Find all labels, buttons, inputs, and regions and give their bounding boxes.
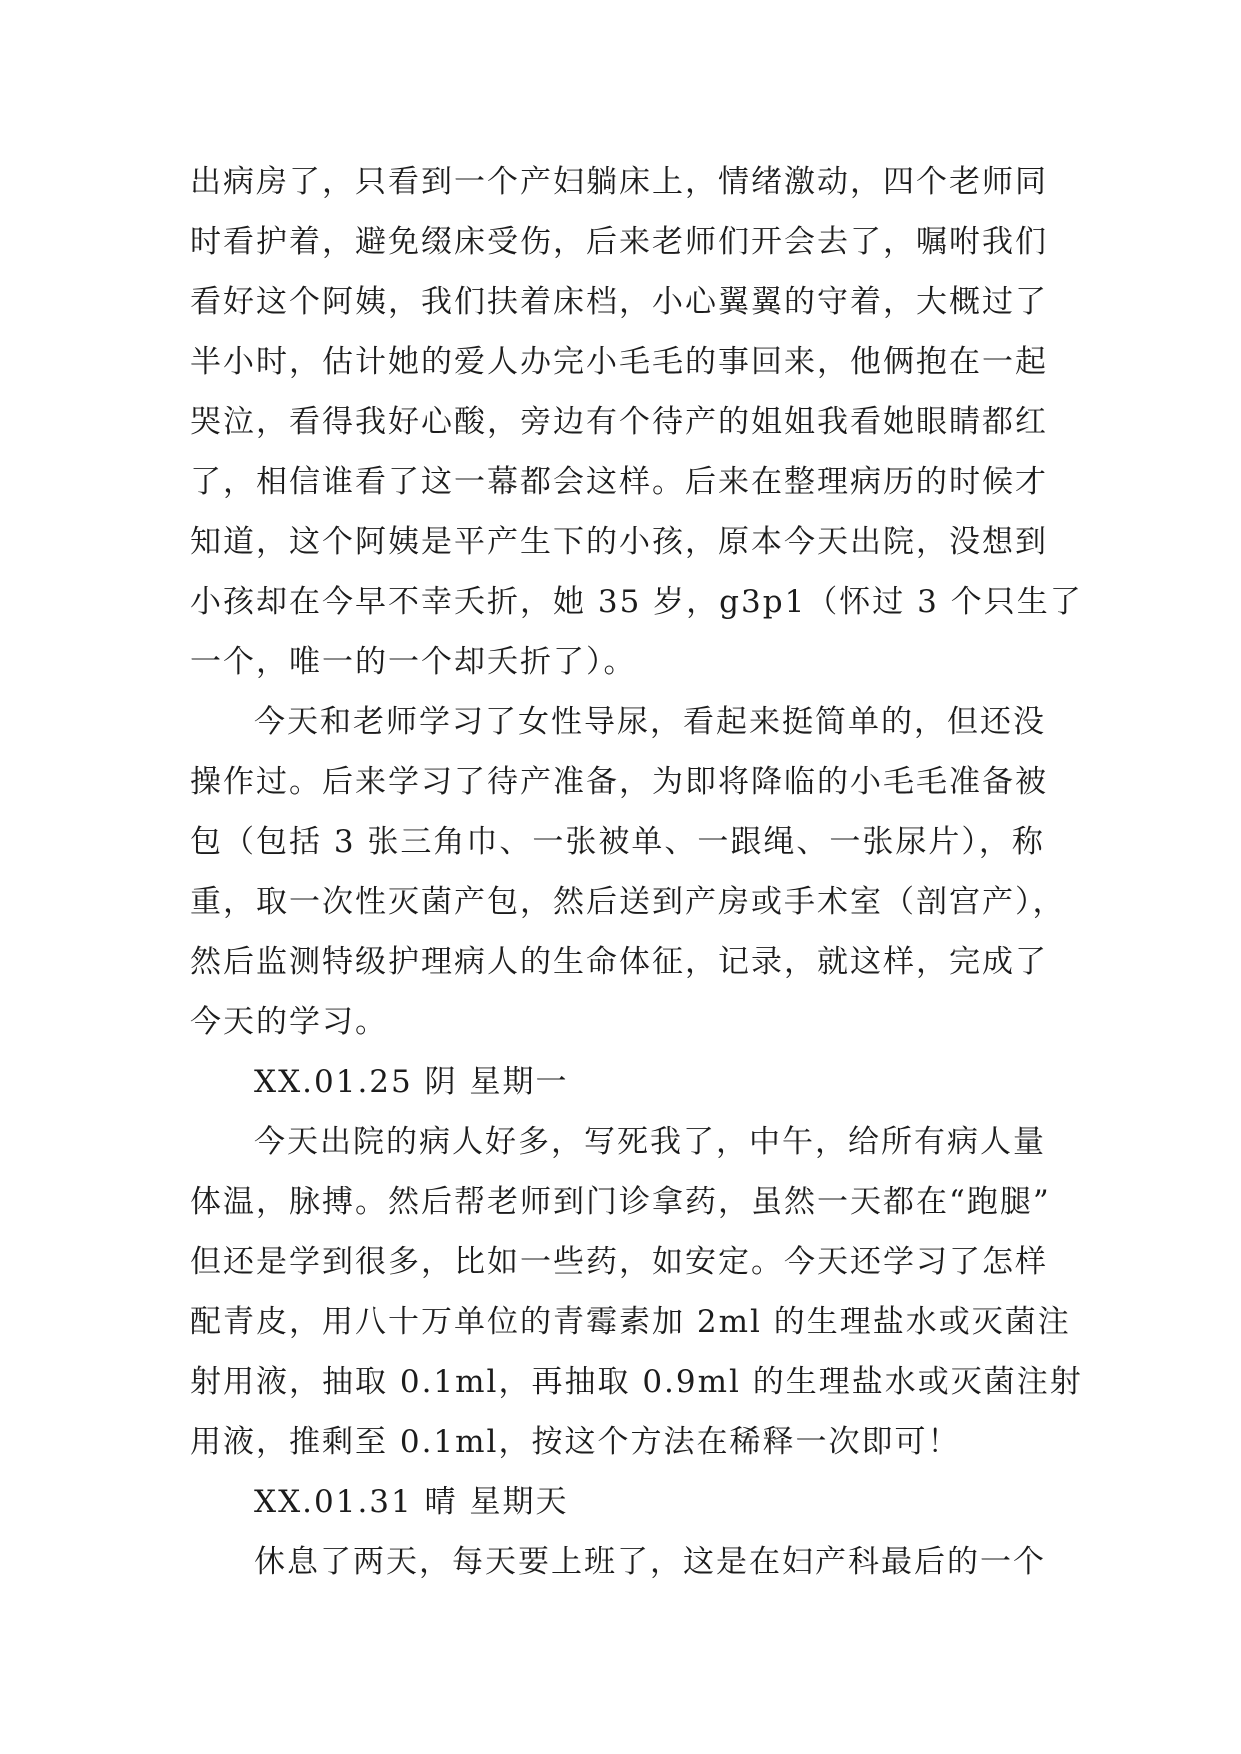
text-line: 包（包括 3 张三角巾、一张被单、一跟绳、一张尿片），称 xyxy=(190,824,1045,860)
text-line: 配青皮，用八十万单位的青霉素加 2ml 的生理盐水或灭菌注 xyxy=(190,1304,1071,1340)
text-line: 小孩却在今早不幸夭折，她 35 岁，g3p1（怀过 3 个只生了 xyxy=(190,584,1083,620)
text-line: 今天的学习。 xyxy=(190,1004,388,1040)
paragraph-start-line: 休息了两天，每天要上班了，这是在妇产科最后的一个 xyxy=(254,1544,1046,1580)
text-line: 重，取一次性灭菌产包，然后送到产房或手术室（剖宫产）， xyxy=(190,884,1066,920)
date-heading: XX.01.25 阴 星期一 xyxy=(254,1064,569,1100)
text-line: 了，相信谁看了这一幕都会这样。后来在整理病历的时候才 xyxy=(190,464,1048,500)
text-line: 体温，脉搏。然后帮老师到门诊拿药，虽然一天都在“跑腿” xyxy=(190,1184,1051,1220)
text-line: 射用液，抽取 0.1ml，再抽取 0.9ml 的生理盐水或灭菌注射 xyxy=(190,1364,1083,1400)
text-line: 看好这个阿姨，我们扶着床档，小心翼翼的守着，大概过了 xyxy=(190,284,1048,320)
text-line: 时看护着，避免缀床受伤，后来老师们开会去了，嘱咐我们 xyxy=(190,224,1048,260)
text-line: 知道，这个阿姨是平产生下的小孩，原本今天出院，没想到 xyxy=(190,524,1048,560)
text-line: 出病房了，只看到一个产妇躺床上，情绪激动，四个老师同 xyxy=(190,164,1048,200)
text-line: 用液，推剩至 0.1ml，按这个方法在稀释一次即可！ xyxy=(190,1424,961,1460)
date-heading: XX.01.31 晴 星期天 xyxy=(254,1484,569,1520)
text-line: 哭泣，看得我好心酸，旁边有个待产的姐姐我看她眼睛都红 xyxy=(190,404,1048,440)
text-line: 一个，唯一的一个却夭折了）。 xyxy=(190,644,637,680)
paragraph-start-line: 今天出院的病人好多，写死我了，中午，给所有病人量 xyxy=(254,1124,1046,1160)
text-line: 半小时，估计她的爱人办完小毛毛的事回来，他俩抱在一起 xyxy=(190,344,1048,380)
paragraph-start-line: 今天和老师学习了女性导尿，看起来挺简单的，但还没 xyxy=(254,704,1046,740)
text-line: 操作过。后来学习了待产准备，为即将降临的小毛毛准备被 xyxy=(190,764,1048,800)
text-line: 然后监测特级护理病人的生命体征，记录，就这样，完成了 xyxy=(190,944,1048,980)
text-line: 但还是学到很多，比如一些药，如安定。今天还学习了怎样 xyxy=(190,1244,1048,1280)
